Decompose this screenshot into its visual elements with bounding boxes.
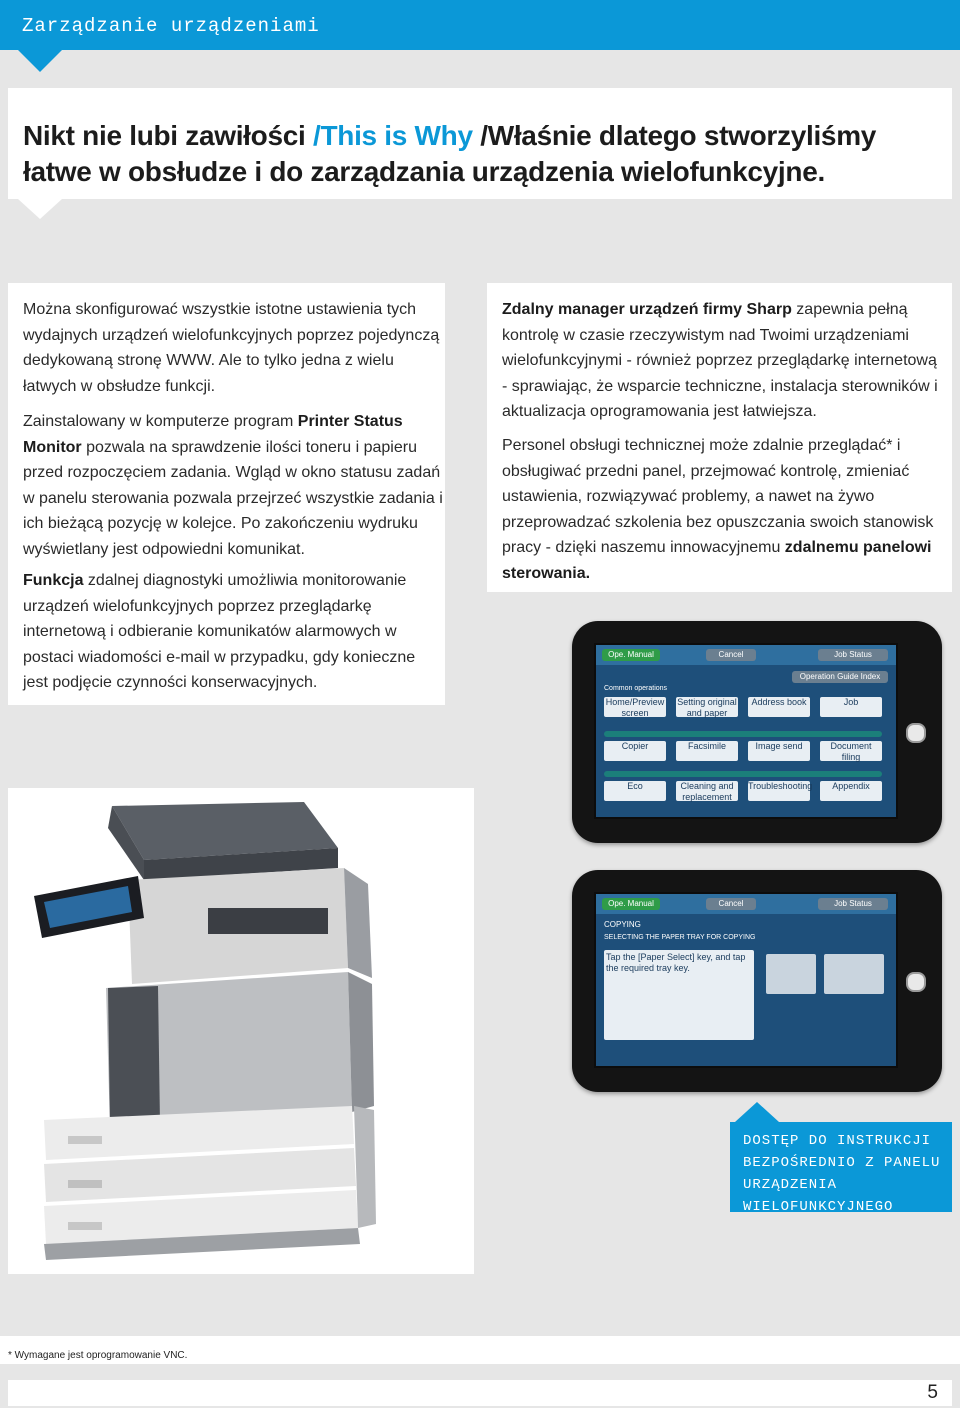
- callout-box: [730, 1122, 952, 1215]
- remote-panel-term: zdalnemu panelowi sterowania.: [502, 539, 932, 582]
- section-header: [0, 0, 960, 50]
- page-number: 5: [927, 1382, 938, 1403]
- left-p3-text-b: zdalnej diagnostyki umożliwia monitorowanie urządzeń wielofunkcyjnych poprzez przeglądarkę internetową i odbieranie komunikatów alarmowych w postaci wiadomości e-mail w przypadku, gdy konieczne jest podjęcie czynności konserwacyjnych.: [23, 572, 416, 691]
- copying-title: COPYING: [604, 920, 641, 929]
- printer-image: [8, 788, 474, 1274]
- guide-index-button: Operation Guide Index: [792, 671, 888, 683]
- left-paragraph-3: [23, 568, 443, 696]
- headline-box: [8, 88, 952, 199]
- control-panel-image-manual: [572, 870, 942, 1092]
- common-operations-label: Common operations: [604, 685, 668, 692]
- menu-row2-item-1: Copier: [604, 741, 666, 761]
- ope-manual-button: Ope. Manual: [602, 649, 660, 661]
- funkcja-term: Funkcja: [23, 572, 84, 589]
- right-text-box: [487, 283, 952, 592]
- menu-separator-bar: [604, 731, 882, 737]
- menu-row2-item-2: Facsimile: [676, 741, 738, 761]
- printer-status-monitor-term: Printer Status Monitor: [23, 413, 403, 456]
- left-paragraph-2: [23, 409, 443, 562]
- menu-row3-item-2: Cleaning and replacement: [676, 781, 738, 801]
- menu-row2-item-3: Image send: [748, 741, 810, 761]
- section-title: Zarządzanie urządzeniami: [22, 15, 320, 37]
- left-p2-text-b: pozwala na sprawdzenie ilości toneru i papieru przed rozpoczęciem zadania. Wgląd w okno statusu zadań w panelu sterowania pozwala przejrzeć wszystkie zadania i ich bieżącą pozycję w kolejce. Po zakończeniu wydruku wyświetlany jest odpowiedni komunikat.: [23, 438, 443, 558]
- right-paragraph-2: [502, 433, 942, 586]
- right-p1-text-b: zapewnia pełną kontrolę w czasie rzeczywistym nad Twoimi urządzeniami wielofunkcyjnymi - również poprzez przeglądarkę internetową - sprawiając, że wsparcie techniczne, instalacja sterowników i aktualizacja oprogramowania jest łatwiejsza.: [502, 301, 938, 420]
- page-number-box: [8, 1380, 952, 1406]
- footnote-box: [0, 1336, 960, 1364]
- headline-notch: [18, 199, 62, 219]
- left-p2-text-a: Zainstalowany w komputerze program: [23, 413, 298, 430]
- footnote: * Wymagane jest oprogramowanie VNC.: [8, 1350, 188, 1361]
- paper-tray-illustration: [766, 954, 816, 994]
- remote-manager-term: Zdalny manager urządzeń firmy Sharp: [502, 301, 792, 318]
- menu-row1-item-3: Address book: [748, 697, 810, 717]
- menu-row3-item-4: Appendix: [820, 781, 882, 801]
- cancel-button-2: Cancel: [706, 898, 756, 910]
- headline-part-3: /Właśnie dlatego stworzyliśmy łatwe w obsłudze i do zarządzania urządzenia wielofunkcyjne.: [23, 120, 877, 187]
- menu-row1-item-4: Job: [820, 697, 882, 717]
- menu-row1-item-2: Setting original and paper: [677, 697, 737, 718]
- instruction-step-box: Tap the [Paper Select] key, and tap the required tray key.: [604, 950, 754, 1040]
- right-p2-text-a: Personel obsługi technicznej może zdalnie przeglądać* i obsługiwać przedni panel, przejmować kontrolę, zmieniać ustawienia, rozwiązywać problemy, a nawet na żywo przeprowadzać szkolenia bez opuszczania swoich stanowisk pracy - dzięki naszemu innowacyjnemu: [502, 437, 934, 556]
- headline: [23, 118, 933, 190]
- callout-text: DOSTĘP DO INSTRUKCJI BEZPOŚREDNIO Z PANELU URZĄDZENIA WIELOFUNKCYJNEGO: [743, 1133, 941, 1215]
- menu-separator-bar-2: [604, 771, 882, 777]
- job-status-button-2: Job Status: [818, 898, 888, 910]
- left-text-box: [8, 283, 445, 705]
- cancel-button: Cancel: [706, 649, 756, 661]
- ope-manual-button-2: Ope. Manual: [602, 898, 660, 910]
- right-paragraph-1: [502, 297, 942, 425]
- tray-select-illustration: [824, 954, 884, 994]
- home-icon: [906, 723, 926, 743]
- panel-screen-menu: [594, 643, 898, 819]
- menu-row3-item-1: Eco: [604, 781, 666, 801]
- left-paragraph-1: Można skonfigurować wszystkie istotne ustawienia tych wydajnych urządzeń wielofunkcyjnych poprzez pojedynczą dedykowaną stronę WWW. Ale to tylko jedna z wielu łatwych w obsłudze funkcji.: [23, 301, 440, 395]
- panel-screen-manual: [594, 892, 898, 1068]
- control-panel-image-menu: [572, 621, 942, 843]
- menu-row1-item-1: Home/Preview screen: [605, 697, 665, 718]
- headline-part-1: Nikt nie lubi zawiłości: [23, 120, 313, 151]
- menu-row3-item-3: Troubleshooting: [748, 781, 810, 801]
- menu-row2-item-4: Document filing: [820, 741, 882, 761]
- header-notch: [18, 50, 62, 72]
- mfp-printer-illustration: [8, 788, 474, 1274]
- callout-notch: [735, 1102, 779, 1122]
- copying-subtitle: SELECTING THE PAPER TRAY FOR COPYING: [604, 934, 756, 941]
- home-icon-2: [906, 972, 926, 992]
- headline-this-is-why: /This is Why: [312, 120, 481, 151]
- job-status-button: Job Status: [818, 649, 888, 661]
